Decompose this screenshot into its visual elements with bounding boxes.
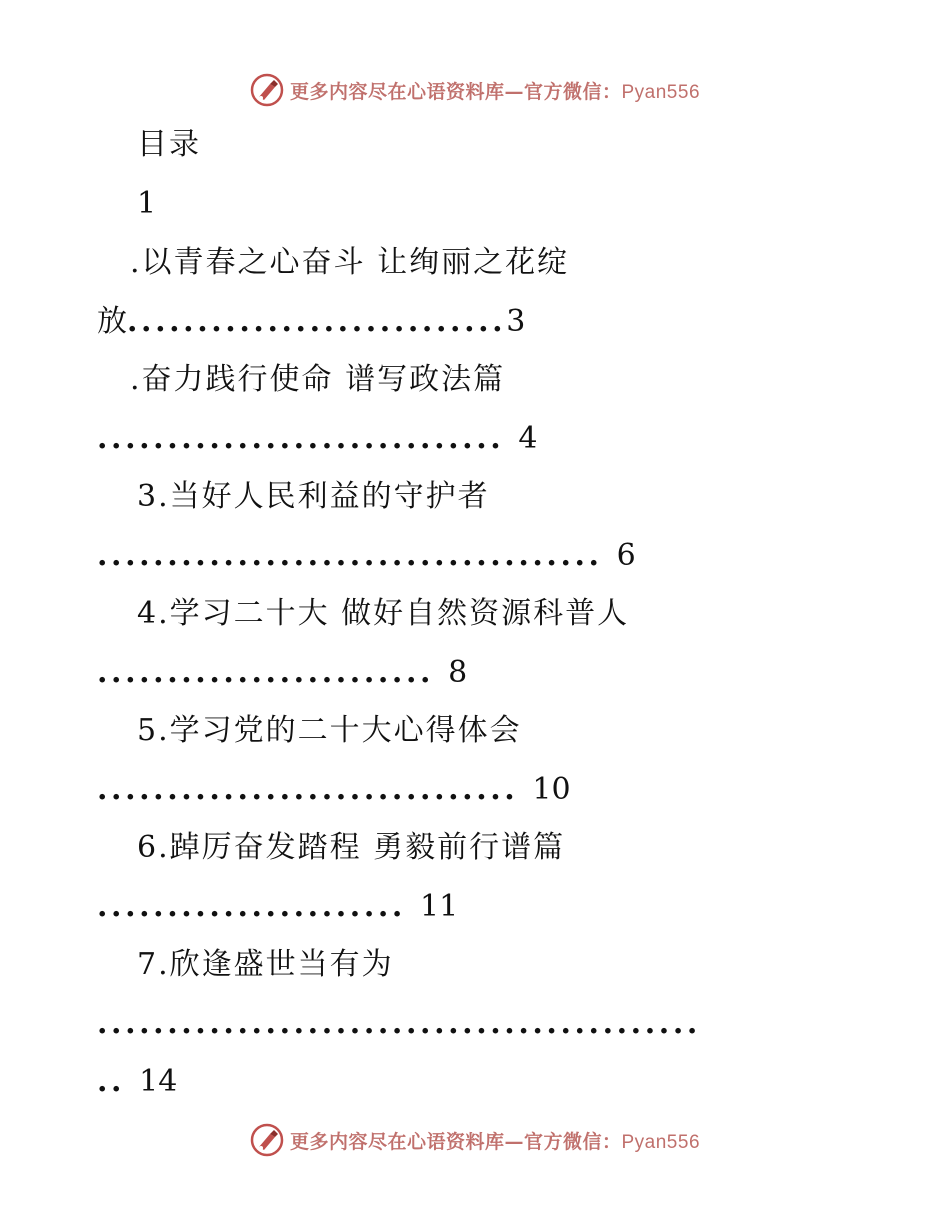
- toc-number: 1: [137, 186, 159, 221]
- header-watermark-text: 更多内容尽在心语资料库—官方微信：Pyan556: [289, 80, 701, 103]
- toc-leader-line: .............................. 10: [97, 772, 571, 807]
- toc-page-number: 8: [448, 655, 468, 690]
- toc-page-number: 14: [139, 1064, 178, 1099]
- toc-page-number: 10: [532, 772, 571, 807]
- toc-entry-title: 6.踔厉奋发踏程 勇毅前行谱篇: [137, 830, 566, 865]
- toc-entry-title: 5.学习党的二十大心得体会: [137, 713, 522, 748]
- toc-entry-title: .以青春之心奋斗 让绚丽之花绽: [130, 245, 570, 280]
- pen-nib-logo-icon: [250, 1123, 284, 1157]
- toc-leader-line: 放...........................3: [97, 304, 526, 339]
- toc-entry-title: 7.欣逢盛世当有为: [137, 947, 394, 982]
- pen-nib-logo-icon: [250, 73, 284, 107]
- toc-page-number: 6: [616, 538, 636, 573]
- toc-leader-line: .................................... 6: [97, 538, 636, 573]
- header-watermark: [0, 68, 950, 112]
- toc-title: 目录: [137, 127, 201, 162]
- toc-page-number: 3: [506, 304, 526, 339]
- toc-page-number: 4: [518, 421, 538, 456]
- toc-entry-title: 3.当好人民利益的守护者: [137, 479, 490, 514]
- toc-entry-title: 4.学习二十大 做好自然资源科普人: [137, 596, 630, 631]
- toc-page-number: 11: [420, 889, 459, 924]
- toc-entry-title: .奋力践行使命 谱写政法篇: [130, 362, 506, 397]
- toc-leader-line: ........................ 8: [97, 655, 468, 690]
- footer-watermark: [0, 1118, 950, 1162]
- toc-leader-line: ...................... 11: [97, 889, 459, 924]
- footer-watermark-text: 更多内容尽在心语资料库—官方微信：Pyan556: [289, 1130, 701, 1153]
- toc-leader-line: ...........................................: [97, 1006, 701, 1041]
- toc-leader-line: .. 14: [97, 1064, 178, 1099]
- toc-leader-line: ............................. 4: [97, 421, 538, 456]
